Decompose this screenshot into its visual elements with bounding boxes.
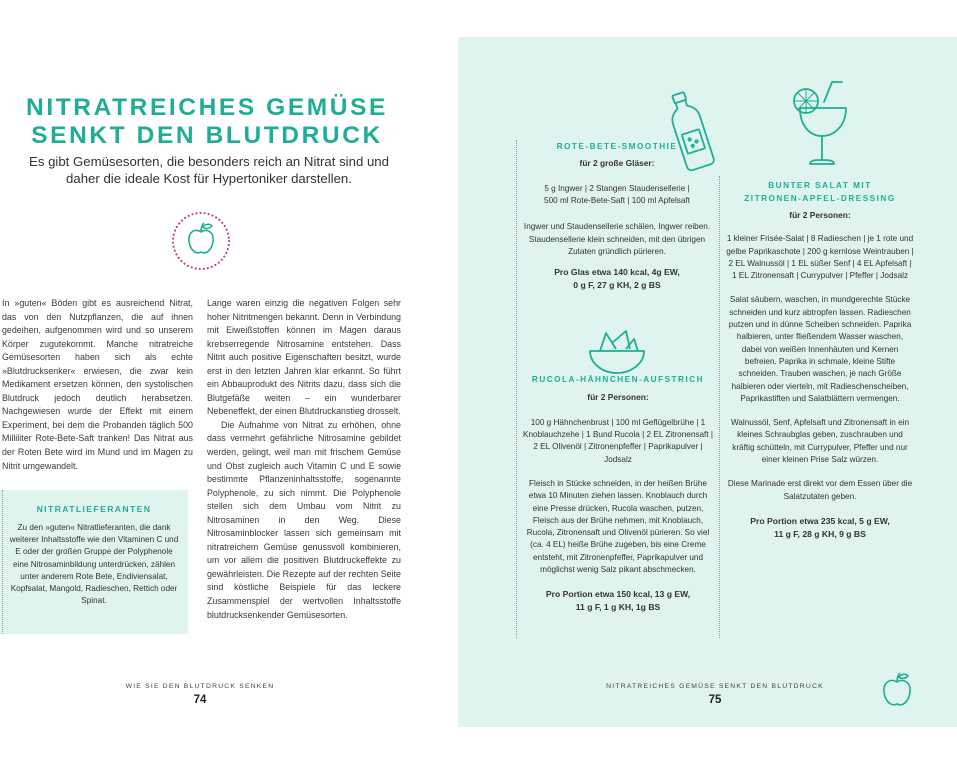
- recipe-nutrition: Pro Glas etwa 140 kcal, 4g EW,: [554, 267, 680, 278]
- recipe-title: BUNTER SALAT MIT: [768, 181, 872, 190]
- recipe-nutrition: Pro Portion etwa 150 kcal, 13 g EW,: [545, 589, 691, 600]
- recipe-nutrition: 11 g F, 28 g KH, 9 g BS: [774, 528, 866, 539]
- page-number-left: 74: [193, 694, 207, 706]
- recipe-ingredients: 5 g Ingwer | 2 Stangen Staudensellerie |: [544, 183, 690, 193]
- recipe-method: Walnussöl, Senf, Apfelsaft und Zitronensaft in ein kleines Schraubglas geben, zuschrauben und kräftig schütteln, mit Currypulver, Pfeffer und nur einer kleinen Prise Salz würzen.: [730, 418, 910, 465]
- recipe-nutrition: 0 g F, 27 g KH, 2 g BS: [573, 280, 661, 291]
- page-number-right: 75: [708, 694, 722, 706]
- recipe-ingredients: 1 kleiner Frisée-Salat | 8 Radieschen | je 1 rote und gelbe Paprikaschote | 200 g kernlose Weintrauben | 2 EL Walnussöl | 1 EL süßer Senf | 4 EL Apfelsaft | 1 EL Zitronensaft | Currypulver | Pfeffer | Jodsalz: [726, 234, 914, 281]
- recipe-serves: für 2 Personen:: [587, 391, 649, 402]
- running-footer-left: WIE SIE DEN BLUTDRUCK SENKEN: [125, 683, 275, 690]
- recipe-title: ROTE-BETE-SMOOTHIE: [556, 142, 678, 151]
- recipe-spread: [520, 374, 716, 614]
- recipe-method: Salat säubern, waschen, in mundgerechte Stücke schneiden und kurz abtropfen lassen. Radieschen putzen und in dünne Scheiben schneiden. Paprika halbieren, unter fließendem Wasser waschen, dabei von weißen Innenhäuten und Kernen befreien. Paprika in schmale, kleine Stifte schneiden. Trauben waschen, je nach Größe halbieren oder vierteln, mit Radieschenscheiben, Paprikastiften und Salatblättern vermengen.: [728, 295, 912, 403]
- spread-bowl-icon: [586, 327, 648, 375]
- recipe-title: ZITRONEN-APFEL-DRESSING: [744, 193, 896, 203]
- article-paragraph: In »guten« Böden gibt es ausreichend Nitrat, das von den Nutzpflanzen, die auf ihnen gedeihen, aufgenommen wird und so unserem Körper zugutekommt. Manche nitratreiche Gemüsesorten haben sich als echte »Blutdrucksenker« erwiesen, die zwar kein Medikament ersetzen können, den systolischen Blutdruck jedoch deutlich herabsetzen. Nachgewiesen wurde der Effekt mit einem Experiment, bei dem die Probanden täglich 500 Milliliter Rote-Bete-Saft tranken! Das Nitrat aus der Roten Bete wird im Mund und im Magen zu Nitrit umgewandelt.: [2, 298, 193, 471]
- apple-circle-icon: [170, 210, 232, 272]
- recipe-nutrition: 11 g F, 1 g KH, 1g BS: [575, 602, 661, 613]
- recipe-serves: für 2 große Gläser:: [579, 157, 655, 168]
- recipe-salad: [726, 180, 914, 541]
- title-line-1: NITRATREICHES GEMÜSE: [26, 94, 388, 121]
- article-paragraph: Die Aufnahme von Nitrat zu erhöhen, ohne dass vermehrt gefährliche Nitrosamine gebildet werden, gelingt, weil man mit frischem Gemüse und Obst zugleich auch Vitamin C und E sowie bestimmte Pflanzeninhaltsstoffe, sogenannte Polyphenole, zu sich nimmt. Die Polyphenole stellen sich dem Umbau vom Nitrit zu Nitrosaminen in den Weg. Diese Nitrosaminblocker lassen sich gemeinsam mit nitratreichem Gemüse genussvoll kombinieren, um vor allem die positiven Blutdruckeffekte zu gewährleisten. Die Rezepte auf der rechten Seite sind köstliche Beispiele für das leckere Zusammenspiel der wertvollen Inhaltsstoffe blutdrucksenkender Gemüsesorten.: [207, 419, 401, 620]
- recipe-column-divider: [719, 176, 720, 638]
- recipe-serves: für 2 Personen:: [789, 210, 851, 220]
- article-paragraph: Lange waren einzig die negativen Folgen sehr hoher Nitritmengen bekannt. Denn in Verbindung mit Eiweißstoffen können im Magen daraus krebserregende Nitrosamine entstehen. Dass Nitrit auch positive Eigenschaften besitzt, wurde erst in den letzten Jahren klar erkannt. So führt ein Abbauprodukt des Nitrits dazu, dass sich die Blutgefäße weiten – ein wunderbarer Nebeneffekt, der einen Blutdruckanstieg drosselt.: [207, 298, 401, 417]
- title-line-2: SENKT DEN BLUTDRUCK: [31, 122, 383, 149]
- recipe-column-divider: [516, 140, 517, 638]
- salad-glass-icon: [786, 78, 862, 174]
- lead-paragraph: Es gibt Gemüsesorten, die besonders reich an Nitrat sind und daher die ideale Kost für Hypertoniker darstellen.: [29, 154, 389, 186]
- recipe-method: Ingwer und Staudensellerie schälen, Ingwer reiben. Staudensellerie klein schneiden, mit den übrigen Zutaten gründlich pürieren.: [523, 222, 711, 256]
- recipe-method: Fleisch in Stücke schneiden, in der heißen Brühe etwa 10 Minuten ziehen lassen. Knoblauch durch eine Presse drücken, Rucola waschen, putzen, Fleisch aus der Brühe nehmen, mit Knoblauch, Rucola, Zitronensaft und Olivenöl pürieren. So viel (ca. 4 EL) heiße Brühe zugeben, bis eine Creme entsteht, mit Zitronenpfeffer, Paprikapulver und möglichst wenig Salz pikant abschmecken.: [526, 478, 710, 575]
- info-box-text: Zu den »guten« Nitratlieferanten, die dank weiterer Inhaltsstoffe wie den Vitaminen C und E oder der großen Gruppe der Polyphenole eine Nitrosaminbildung unterdrücken, zählen unter anderem Rote Bete, Endiviensalat, Kopfsalat, Mangold, Radieschen, Rettich oder Spinat.: [9, 523, 179, 606]
- apple-icon: [880, 670, 914, 710]
- article-column-2: [207, 297, 401, 622]
- running-footer-right: NITRATREICHES GEMÜSE SENKT DEN BLUTDRUCK: [606, 683, 824, 690]
- page-title: [22, 94, 392, 150]
- info-box-title: NITRATLIEFERANTEN: [36, 504, 152, 514]
- recipe-ingredients: 500 ml Rote-Bete-Saft | 100 ml Apfelsaft: [544, 196, 690, 206]
- recipe-title: RUCOLA-HÄHNCHEN-AUFSTRICH: [531, 375, 705, 384]
- recipe-method: Diese Marinade erst direkt vor dem Essen über die Salatzutaten geben.: [727, 479, 913, 501]
- article-column-1: [2, 297, 193, 473]
- recipe-nutrition: Pro Portion etwa 235 kcal, 5 g EW,: [750, 515, 890, 526]
- recipe-smoothie: [522, 141, 712, 292]
- recipe-ingredients: 100 g Hähnchenbrust | 100 ml Geflügelbrühe | 1 Knoblauchzehe | 1 Bund Rucola | 2 EL Zitronensaft | 2 EL Olivenöl | Zitronenpfeffer | Paprikapulver | Jodsalz: [523, 417, 713, 464]
